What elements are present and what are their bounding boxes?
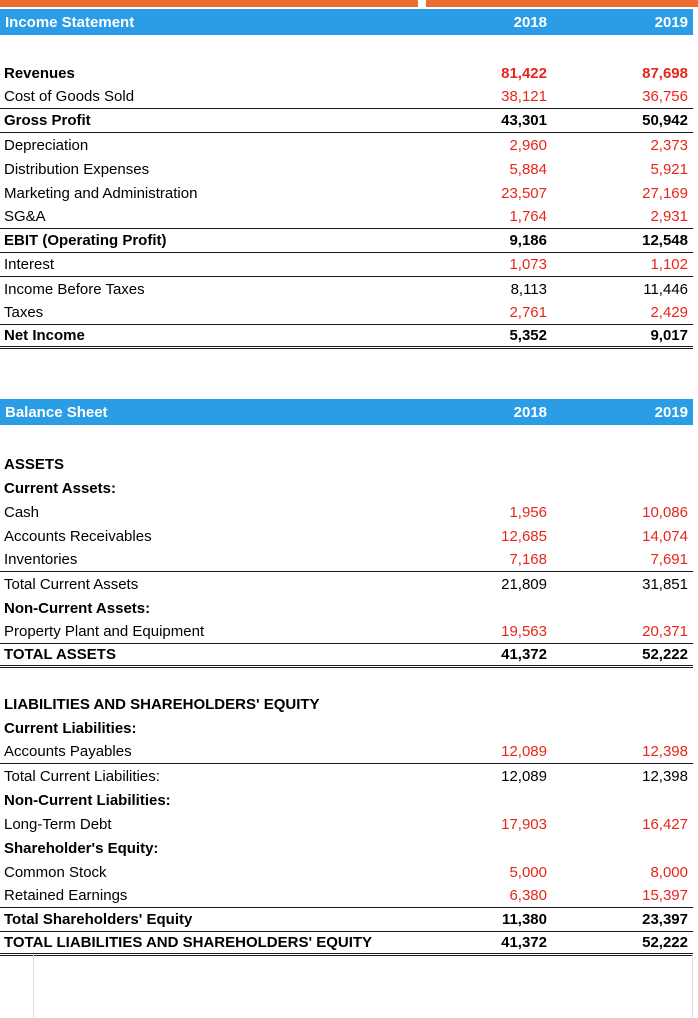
value-2019[interactable]: 87,698: [642, 64, 688, 82]
row-taxes: [0, 301, 693, 325]
value-2019[interactable]: 20,371: [642, 623, 688, 640]
income-statement-title[interactable]: Income Statement: [5, 13, 135, 31]
row-net-income: [0, 325, 693, 349]
row-label[interactable]: TOTAL ASSETS: [4, 646, 116, 663]
row-shareholders-equity-heading: [0, 836, 693, 860]
value-2019[interactable]: 50,942: [642, 112, 688, 129]
value-2018[interactable]: 43,301: [501, 112, 547, 129]
column-gridline-right: [692, 954, 693, 1018]
row-non-current-assets-heading: [0, 596, 693, 620]
value-2018[interactable]: 1,764: [509, 208, 547, 225]
row-ebit: [0, 229, 693, 253]
value-2018[interactable]: 11,380: [501, 911, 547, 928]
row-label[interactable]: SG&A: [4, 208, 46, 225]
blank-row: [0, 425, 693, 452]
income-year-2018[interactable]: 2018: [513, 13, 547, 31]
value-2018[interactable]: 2,761: [509, 304, 547, 321]
column-gridline-left: [33, 954, 34, 1018]
value-2018[interactable]: 6,380: [509, 887, 547, 904]
row-interest: [0, 253, 693, 277]
row-label[interactable]: LIABILITIES AND SHAREHOLDERS' EQUITY: [4, 695, 320, 713]
row-revenues: [0, 61, 693, 85]
row-retained-earnings: [0, 884, 693, 908]
value-2018[interactable]: 41,372: [501, 934, 547, 951]
row-common-stock: [0, 860, 693, 884]
row-total-liabilities-and-equity: [0, 932, 693, 956]
value-2018[interactable]: 12,089: [501, 743, 547, 760]
row-liabilities-and-equity-heading: [0, 692, 693, 716]
row-label[interactable]: Marketing and Administration: [4, 184, 198, 202]
row-label[interactable]: Interest: [4, 256, 55, 273]
value-2018[interactable]: 1,073: [509, 256, 547, 273]
value-2019[interactable]: 12,398: [642, 743, 688, 760]
value-2018[interactable]: 5,000: [509, 863, 547, 881]
row-cost-of-goods-sold: [0, 85, 693, 109]
row-label[interactable]: Non-Current Liabilities:: [4, 791, 171, 809]
income-statement-header: [0, 9, 693, 35]
value-2019[interactable]: 5,921: [650, 160, 688, 178]
row-label[interactable]: Cost of Goods Sold: [4, 88, 135, 105]
row-current-liabilities-heading: [0, 716, 693, 740]
value-2018[interactable]: 5,884: [509, 160, 547, 178]
row-property-plant-and-equipment: [0, 620, 693, 644]
row-label[interactable]: Shareholder's Equity:: [4, 839, 159, 857]
value-2019[interactable]: 8,000: [650, 863, 688, 881]
row-accounts-receivables: [0, 524, 693, 548]
value-2019[interactable]: 31,851: [642, 575, 688, 593]
value-2018[interactable]: 41,372: [501, 646, 547, 663]
row-total-current-assets: [0, 572, 693, 596]
balance-sheet-title[interactable]: Balance Sheet: [5, 403, 108, 421]
row-label[interactable]: Accounts Receivables: [4, 527, 152, 545]
value-2018[interactable]: 5,352: [509, 327, 547, 344]
balance-sheet-header: [0, 399, 693, 425]
top-accent-bar: [0, 0, 698, 7]
row-label[interactable]: Total Current Assets: [4, 575, 139, 593]
value-2019[interactable]: 16,427: [642, 815, 688, 833]
row-depreciation: [0, 133, 693, 157]
row-long-term-debt: [0, 812, 693, 836]
row-label[interactable]: Gross Profit: [4, 112, 91, 129]
row-label[interactable]: TOTAL LIABILITIES AND SHAREHOLDERS' EQUITY: [4, 934, 373, 951]
blank-row: [0, 35, 693, 61]
value-2019[interactable]: 27,169: [642, 184, 688, 202]
value-2018[interactable]: 17,903: [501, 815, 547, 833]
row-label[interactable]: Current Liabilities:: [4, 719, 137, 737]
row-label[interactable]: EBIT (Operating Profit): [4, 232, 167, 249]
row-label[interactable]: Revenues: [4, 64, 75, 82]
value-2019[interactable]: 2,931: [650, 208, 688, 225]
row-label[interactable]: Common Stock: [4, 863, 107, 881]
row-marketing-and-administration: [0, 181, 693, 205]
row-assets-heading: [0, 452, 693, 476]
value-2019[interactable]: 14,074: [642, 527, 688, 545]
value-2018[interactable]: 9,186: [509, 232, 547, 249]
value-2019[interactable]: 11,446: [643, 280, 688, 298]
row-label[interactable]: Current Assets:: [4, 479, 116, 497]
value-2018[interactable]: 2,960: [509, 136, 547, 154]
row-label[interactable]: Long-Term Debt: [4, 815, 112, 833]
value-2018[interactable]: 38,121: [501, 88, 547, 105]
value-2019[interactable]: 12,398: [642, 767, 688, 785]
row-label[interactable]: Retained Earnings: [4, 887, 128, 904]
row-non-current-liabilities-heading: [0, 788, 693, 812]
row-label[interactable]: Non-Current Assets:: [4, 599, 151, 617]
value-2019[interactable]: 1,102: [650, 256, 688, 273]
blank-row: [0, 668, 693, 692]
value-2018[interactable]: 7,168: [509, 551, 547, 568]
value-2019[interactable]: 52,222: [642, 934, 688, 951]
row-label[interactable]: Depreciation: [4, 136, 89, 154]
value-2018[interactable]: 81,422: [501, 64, 547, 82]
row-cash: [0, 500, 693, 524]
row-inventories: [0, 548, 693, 572]
row-total-shareholders-equity: [0, 908, 693, 932]
value-2018[interactable]: 21,809: [501, 575, 547, 593]
value-2018[interactable]: 12,685: [501, 527, 547, 545]
row-total-assets: [0, 644, 693, 668]
row-sga: [0, 205, 693, 229]
sheet-content: [0, 9, 693, 956]
value-2019[interactable]: 2,429: [650, 304, 688, 321]
value-2018[interactable]: 23,507: [501, 184, 547, 202]
value-2019[interactable]: 2,373: [650, 136, 688, 154]
row-label[interactable]: Property Plant and Equipment: [4, 623, 205, 640]
value-2019[interactable]: 23,397: [642, 911, 688, 928]
row-label[interactable]: Accounts Payables: [4, 743, 132, 760]
row-label[interactable]: Distribution Expenses: [4, 160, 150, 178]
balance-year-2019[interactable]: 2019: [654, 403, 688, 421]
row-gross-profit: [0, 109, 693, 133]
value-2019[interactable]: 52,222: [642, 646, 688, 663]
value-2019[interactable]: 9,017: [650, 327, 688, 344]
balance-year-2018[interactable]: 2018: [513, 403, 547, 421]
row-label[interactable]: Income Before Taxes: [4, 280, 145, 298]
value-2018[interactable]: 19,563: [501, 623, 547, 640]
row-label[interactable]: Inventories: [4, 551, 78, 568]
value-2019[interactable]: 7,691: [650, 551, 688, 568]
row-label[interactable]: Total Current Liabilities:: [4, 767, 160, 785]
value-2019[interactable]: 12,548: [642, 232, 688, 249]
row-current-assets-heading: [0, 476, 693, 500]
value-2019[interactable]: 15,397: [642, 887, 688, 904]
row-label[interactable]: ASSETS: [4, 455, 65, 473]
income-year-2019[interactable]: 2019: [654, 13, 688, 31]
value-2019[interactable]: 36,756: [642, 88, 688, 105]
row-income-before-taxes: [0, 277, 693, 301]
row-label[interactable]: Cash: [4, 503, 40, 521]
value-2018[interactable]: 1,956: [509, 503, 547, 521]
value-2018[interactable]: 8,113: [510, 280, 547, 298]
row-total-current-liabilities: [0, 764, 693, 788]
top-accent-bar-gap: [418, 0, 426, 7]
row-distribution-expenses: [0, 157, 693, 181]
row-label[interactable]: Total Shareholders' Equity: [4, 911, 193, 928]
section-gap: [0, 349, 693, 397]
row-label[interactable]: Net Income: [4, 327, 85, 344]
row-accounts-payables: [0, 740, 693, 764]
value-2018[interactable]: 12,089: [501, 767, 547, 785]
value-2019[interactable]: 10,086: [642, 503, 688, 521]
row-label[interactable]: Taxes: [4, 304, 44, 321]
